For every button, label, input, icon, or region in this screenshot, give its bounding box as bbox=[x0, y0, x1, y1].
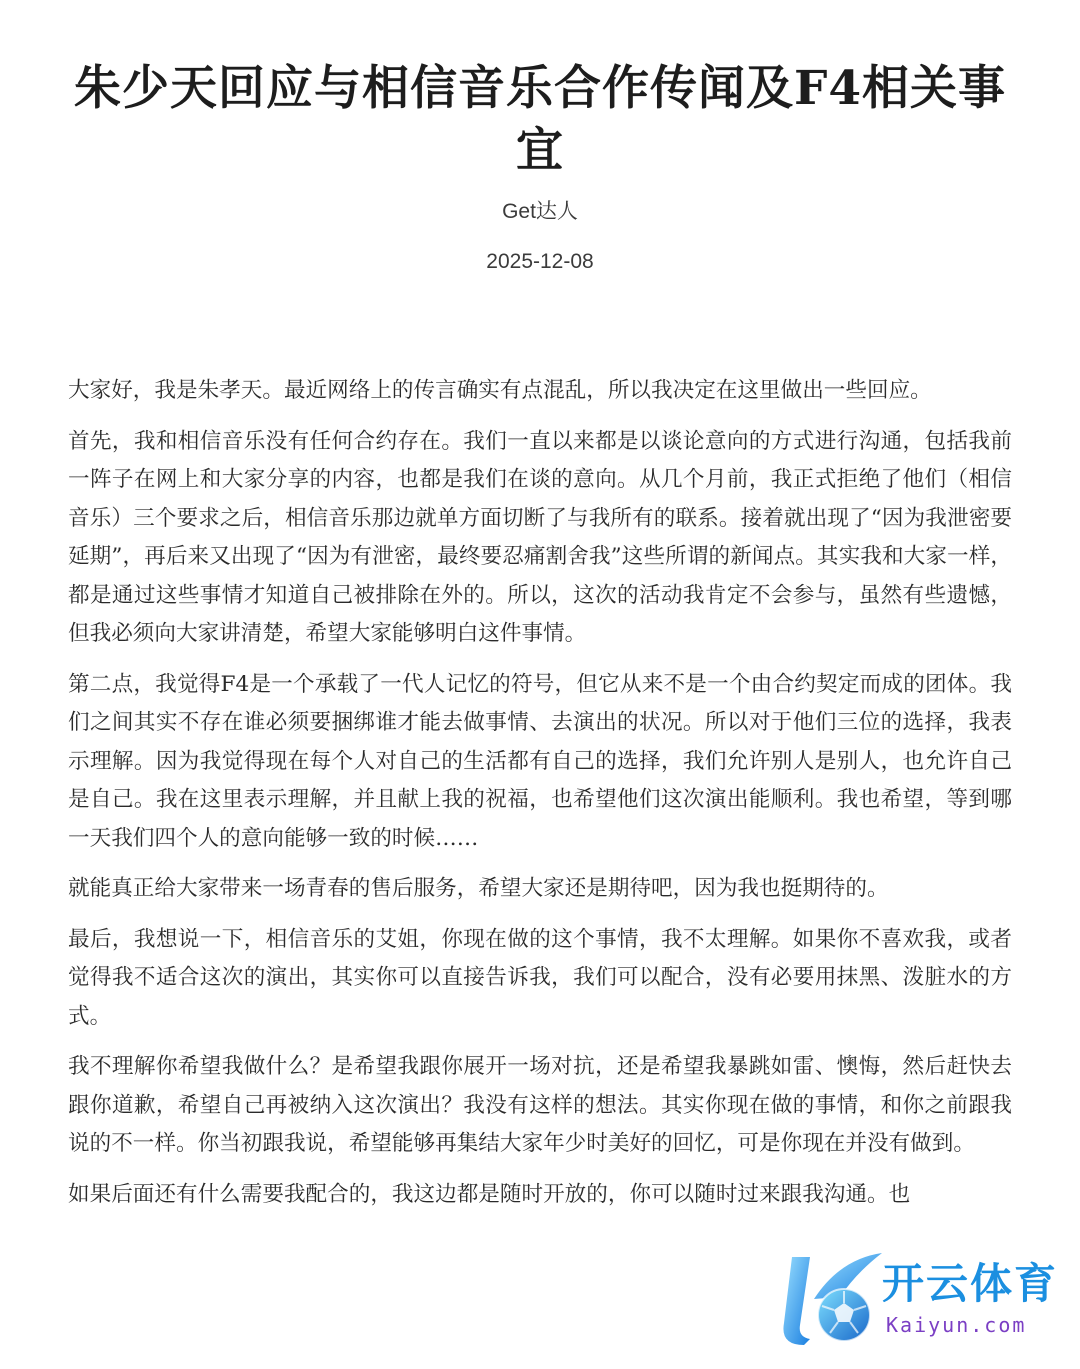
paragraph-finally: 最后，我想说一下，相信音乐的艾姐，你现在做的这个事情，我不太理解。如果你不喜欢我，或者觉得我不适合这次的演出，其实你可以直接告诉我，我们可以配合，没有必要用抹黑、泼脏水的方式。 bbox=[68, 926, 1012, 1029]
watermark-url: Kaiyun.com bbox=[886, 1313, 1027, 1337]
article-body bbox=[68, 372, 1012, 1214]
article-date: 2025-12-08 bbox=[486, 250, 594, 273]
paragraph-intro: 大家好，我是朱孝天。最近网络上的传言确实有点混乱，所以我决定在这里做出一些回应。 bbox=[68, 378, 932, 403]
paragraph-closing: 如果后面还有什么需要我配合的，我这边都是随时开放的，你可以随时过来跟我沟通。也 bbox=[68, 1181, 911, 1207]
watermark-brand: 开云体育 bbox=[882, 1259, 1059, 1308]
article-title: 朱少天回应与相信音乐合作传闻及F4相关事宜 bbox=[73, 61, 1007, 178]
article-author[interactable]: Get达人 bbox=[502, 200, 578, 223]
paragraph-question: 我不理解你希望我做什么？是希望我跟你展开一场对抗，还是希望我暴跳如雷、懊悔，然后赶快去跟你道歉，希望自己再被纳入这次演出？我没有这样的想法。其实你现在做的事情，和你之前跟我说的不一样。你当初跟我说，希望能够再集结大家年少时美好的回忆，可是你现在并没有做到。 bbox=[68, 1054, 1012, 1156]
kaiyun-logo-icon bbox=[770, 1245, 890, 1355]
paragraph-f4: 第二点，我觉得F4是一个承载了一代人记忆的符号，但它从来不是一个由合约契定而成的团体。我们之间其实不存在谁必须要捆绑谁才能去做事情、去演出的状况。所以对于他们三位的选择，我表示理解。因为我觉得现在每个人对自己的生活都有自己的选择，我们允许别人是别人，也允许自己是自己。我在这里表示理解，并且献上我的祝福，也希望他们这次演出能顺利。我也希望，等到哪一天我们四个人的意向能够一致的时候…… bbox=[68, 671, 1012, 851]
paragraph-expectation: 就能真正给大家带来一场青春的售后服务，希望大家还是期待吧，因为我也挺期待的。 bbox=[68, 876, 889, 901]
paragraph-contract: 首先，我和相信音乐没有任何合约存在。我们一直以来都是以谈论意向的方式进行沟通，包括我前一阵子在网上和大家分享的内容，也都是我们在谈的意向。从几个月前，我正式拒绝了他们（相信音乐）三个要求之后，相信音乐那边就单方面切断了与我所有的联系。接着就出现了“因为我泄密要延期”，再后来又出现了“因为有泄密，最终要忍痛割舍我”这些所谓的新闻点。其实我和大家一样，都是通过这些事情才知道自己被排除在外的。所以，这次的活动我肯定不会参与，虽然有些遗憾，但我必须向大家讲清楚，希望大家能够明白这件事情。 bbox=[68, 428, 1012, 646]
watermark bbox=[770, 1245, 1066, 1355]
